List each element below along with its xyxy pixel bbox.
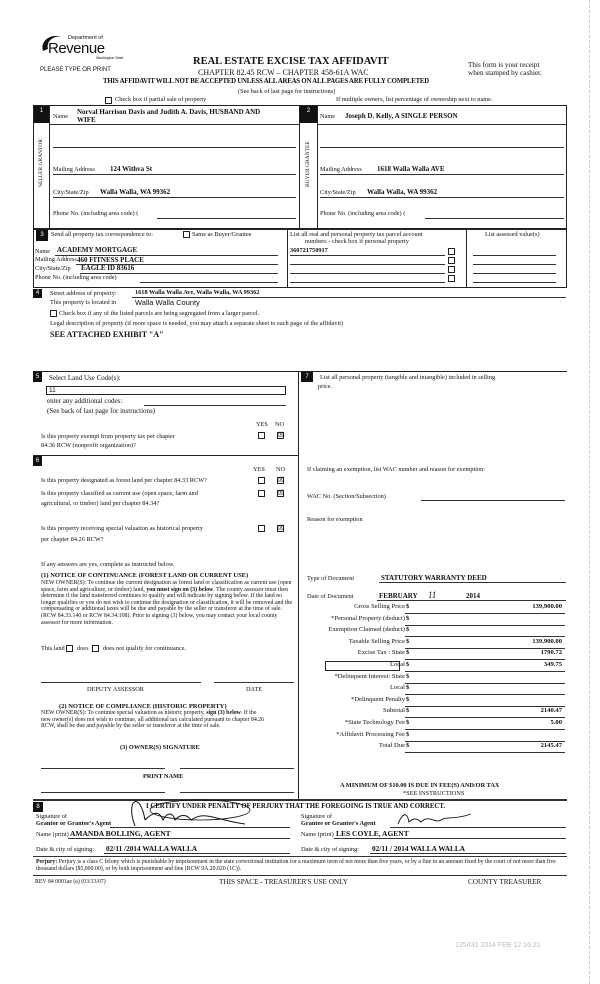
- send-correspondence-label: Send all property tax correspondence to:: [51, 231, 153, 238]
- section-6-number: 6: [33, 456, 42, 466]
- doc-date-year[interactable]: 2014: [466, 592, 480, 600]
- wac-field[interactable]: [421, 500, 565, 501]
- doc-type-label: Type of Document: [307, 575, 355, 582]
- same-as-buyer-label: Same as Buyer/Grantee: [192, 231, 252, 238]
- land-use-code-input[interactable]: [46, 386, 286, 395]
- seller-mail-label: Mailing Address: [53, 166, 95, 173]
- sec3-phone-field[interactable]: [140, 282, 278, 283]
- dollar-sign: $: [406, 707, 410, 715]
- sec3-city[interactable]: EAGLE ID 83616: [81, 264, 135, 272]
- doc-date-month[interactable]: FEBRUARY: [379, 592, 418, 600]
- tax-row: [305, 731, 565, 742]
- yes-header: YES: [253, 466, 265, 473]
- located-label: This property is located in: [50, 299, 117, 306]
- doc-date-day[interactable]: 11: [428, 590, 437, 600]
- dollar-sign: $: [406, 649, 410, 657]
- please-type: PLEASE TYPE OR PRINT: [40, 67, 111, 73]
- dollar-sign: $: [406, 742, 410, 750]
- does-not-qualify-checkbox[interactable]: [92, 645, 99, 652]
- dollar-sign: $: [406, 719, 410, 726]
- no-header: NO: [276, 466, 286, 473]
- sec3-name[interactable]: ACADEMY MORTGAGE: [57, 246, 138, 254]
- personal-property-list-label: List all personal property (tangible and intangible) included in selling: [320, 374, 496, 381]
- tax-row: [305, 696, 565, 707]
- dollar-sign: $: [406, 695, 410, 703]
- notice-continuance-title: (1) NOTICE OF CONTINUANCE (FOREST LAND OR CURRENT USE): [41, 572, 249, 579]
- same-as-buyer-checkbox[interactable]: [183, 231, 190, 238]
- personal-property-checkbox[interactable]: [448, 257, 455, 264]
- see-instructions: *SEE INSTRUCTIONS: [403, 790, 465, 797]
- doc-type[interactable]: STATUTORY WARRANTY DEED: [381, 574, 487, 582]
- deputy-assessor-label: DEPUTY ASSESSOR: [87, 686, 144, 693]
- tax-row-label: Local: [389, 661, 405, 668]
- dollar-sign: $: [406, 684, 410, 692]
- sec3-name-label: Name: [35, 248, 51, 255]
- owner-signature-line[interactable]: [180, 768, 294, 769]
- buyer-grantee-label: BUYER GRANTEE: [305, 141, 311, 187]
- grantee-signature[interactable]: [395, 808, 475, 828]
- seller-phone-field[interactable]: [157, 218, 296, 219]
- tax-row-value[interactable]: 349.75: [543, 661, 562, 668]
- segregated-label: Check box if any of the listed parcels are being segregated from a larger parcel.: [59, 310, 260, 317]
- dollar-sign: $: [406, 614, 410, 622]
- multiple-owners-note: If multiple owners, list percentage of ownership next to name.: [336, 96, 493, 103]
- grantor-date[interactable]: 02/11 /2014 WALLA WALLA: [106, 844, 198, 853]
- assessed-value-field[interactable]: [473, 264, 556, 265]
- county[interactable]: Walla Walla County: [135, 298, 200, 307]
- assessed-value-field[interactable]: [473, 273, 556, 274]
- date-line[interactable]: [214, 682, 294, 683]
- sec3-city-label: City/State/Zip: [35, 265, 71, 272]
- buyer-city-label: City/State/Zip: [320, 189, 356, 196]
- logo-state: Washington State: [96, 56, 124, 60]
- additional-codes-field[interactable]: [144, 405, 286, 406]
- buyer-mail[interactable]: 1618 Walla Walla AVE: [377, 165, 445, 173]
- tax-row: [305, 673, 565, 684]
- assessed-header: List assessed value(s): [485, 231, 540, 238]
- partial-sale-checkbox[interactable]: [105, 97, 112, 104]
- personal-property-checkbox[interactable]: [448, 248, 455, 255]
- tax-row: [305, 742, 565, 753]
- form-title: REAL ESTATE EXCISE TAX AFFIDAVIT: [193, 56, 389, 67]
- logo-dept: Department of: [68, 35, 103, 41]
- tax-row: [305, 684, 565, 695]
- owner-signature-line[interactable]: [41, 768, 165, 769]
- current-use-question-2: agricultural, or timber) land per chapter 84.34?: [41, 500, 160, 507]
- tax-row: [305, 626, 565, 637]
- tax-row-label: Excise Tax : State: [357, 649, 405, 657]
- dollar-sign: $: [406, 603, 410, 610]
- print-name-label: PRINT NAME: [143, 773, 184, 780]
- sec3-mail[interactable]: 460 FITNESS PLACE: [77, 256, 144, 264]
- tax-row-label: Total Due: [378, 742, 405, 750]
- logo-revenue: Revenue: [48, 40, 105, 57]
- tax-row-label: Taxable Selling Price: [348, 637, 405, 645]
- exemption-label: If claiming an exemption, list WAC number and reason for exemption:: [307, 466, 486, 473]
- local-rate-box[interactable]: [325, 661, 400, 671]
- section-5-number: 5: [33, 372, 42, 382]
- form-revision: REV 84 0001ae (a) (03/13/07): [35, 879, 106, 885]
- tax-row: [305, 719, 565, 730]
- grantee-date-label: Date & city of signing:: [301, 846, 360, 853]
- certify-statement: I CERTIFY UNDER PENALTY OF PERJURY THAT THE FOREGOING IS TRUE AND CORRECT.: [146, 803, 446, 810]
- grantor-agent-label: Grantor or Grantor's Agent: [36, 820, 112, 827]
- perjury-notice: Perjury: Perjury is a class C felony which is punishable by imprisonment in the state correctional institution for a maximum term of not more than five years, or by a fine in an amount fixed by the court of not more than five thousand dollars ($5,000.00), or by both imprisonment and fine (RCW 9A.20.020 (1C)).: [36, 859, 556, 872]
- sec5-see-back: (See back of last page for instructions): [47, 407, 156, 415]
- parcel-number[interactable]: 360721750917: [290, 247, 328, 254]
- tax-row-label: Subtotal: [383, 707, 405, 715]
- section-1-number: 1: [34, 106, 49, 123]
- sec3-mail-label: Mailing Address: [35, 256, 77, 263]
- seller-name-label: Name: [53, 113, 69, 120]
- tax-row-label: *Delinquent Penalty: [350, 695, 405, 703]
- treasurer-space-label: THIS SPACE - TREASURER'S USE ONLY: [219, 878, 348, 886]
- doc-date-label: Date of Document: [307, 593, 354, 600]
- dollar-sign: $: [406, 661, 410, 668]
- grantor-name[interactable]: AMANDA BOLLING, AGENT: [70, 829, 171, 838]
- tax-row-label: *State Technology Fee: [344, 719, 405, 726]
- grantor-sig-label: Signature of: [36, 813, 67, 820]
- buyer-name-label: Name: [320, 113, 336, 120]
- reason-label: Reason for exemption: [307, 516, 363, 523]
- tax-row-value[interactable]: 139,900.00: [532, 603, 562, 610]
- dollar-sign: $: [406, 672, 410, 680]
- personal-property-list-label-2: price.: [318, 383, 333, 390]
- form-chapter: CHAPTER 82.45 RCW – CHAPTER 458-61A WAC: [198, 68, 369, 77]
- partial-sale-label: Check box if partial sale of property: [115, 96, 207, 103]
- seller-name-2[interactable]: WIFE: [77, 116, 96, 124]
- historic-yes-checkbox[interactable]: [258, 525, 265, 532]
- tax-row-label: *Affidavit Processing Fee: [336, 730, 405, 738]
- grantor-date-label: Date & city of signing:: [36, 846, 95, 853]
- street-label: Street address of property:: [50, 290, 117, 297]
- tax-row-value[interactable]: 2140.47: [540, 707, 562, 715]
- grantee-name[interactable]: LES COYLE, AGENT: [336, 829, 409, 838]
- does-qualify-checkbox[interactable]: [66, 645, 73, 652]
- legal-description[interactable]: SEE ATTACHED EXHIBIT "A": [50, 330, 164, 339]
- section-8-number: 8: [33, 802, 43, 812]
- grantee-name-label: Name (print): [301, 831, 334, 838]
- grantee-agent-label: Grantee or Grantee's Agent: [301, 820, 376, 827]
- notice-compliance-title: (2) NOTICE OF COMPLIANCE (HISTORIC PROPERTY): [59, 703, 227, 710]
- grantor-signature[interactable]: [105, 790, 255, 830]
- tax-row: [305, 615, 565, 626]
- seller-phone-label: Phone No. (including area code) (: [53, 210, 139, 217]
- form-warning: THIS AFFIDAVIT WILL NOT BE ACCEPTED UNLESS ALL AREAS ON ALL PAGES ARE FULLY COMPLETED: [103, 78, 429, 85]
- legal-label: Legal description of property (if more space is needed, you may attach a separate sheet to each page of the affidavit): [50, 320, 344, 327]
- historic-question-1: Is this property receiving special valuation as historical property: [41, 525, 203, 532]
- grantee-sig-label: Signature of: [301, 813, 332, 820]
- seller-grantor-label: SELLER GRANTOR: [38, 138, 44, 187]
- additional-codes-label: enter any additional codes:: [47, 397, 123, 405]
- historic-no-checkbox[interactable]: ☒: [278, 524, 285, 532]
- notice-continuance-text: NEW OWNER(S): To continue the current designation as forest land or classification as current use (open space, farm and agriculture, or timber) land, you must sign on (3) below. The county assessor must then determine if the land transferred continues to qualify and will indicate by signing below. If the land no longer qualifies or you do not wish to continue the designation or classification, it will be removed and the compensating or additional taxes will be due and payable by the seller or transferor at the time of sale. (RCW 84.33.140 or RCW 84.34.108). Prior to signing (3) below, you may contact your local county assessor for more information.: [41, 580, 293, 626]
- dollar-sign: $: [406, 730, 410, 738]
- buyer-city[interactable]: Walla Walla, WA 99362: [367, 188, 438, 196]
- tax-row-label: Exemption Claimed (deduct): [328, 626, 405, 634]
- tax-row: [305, 707, 565, 718]
- buyer-phone-field[interactable]: [425, 218, 564, 219]
- historic-question-2: per chapter 84.26 RCW?: [41, 536, 104, 543]
- grantee-date[interactable]: 02/11 / 2014 WALLA WALLA: [372, 844, 465, 853]
- receipt-note-2: when stamped by cashier.: [468, 69, 542, 77]
- seller-name-1[interactable]: Norval Harrison Davis and Judith A. Davis, HUSBAND AND: [77, 108, 261, 116]
- section-4-number: 4: [33, 289, 42, 298]
- county-treasurer-label: COUNTY TREASURER: [468, 878, 542, 886]
- tax-row-label: *Personal Property (deduct): [331, 614, 405, 622]
- dollar-sign: $: [406, 637, 410, 645]
- segregated-checkbox[interactable]: [50, 310, 57, 317]
- tax-row-value[interactable]: 139,900.00: [532, 637, 562, 645]
- grantor-name-label: Name (print): [36, 831, 69, 838]
- current-use-yes-checkbox[interactable]: [258, 490, 265, 497]
- recording-stamp: 125431 2014 FEB 12 16:21: [455, 942, 541, 949]
- see-back: (See back of last page for instructions): [238, 88, 336, 95]
- nonprofit-no-checkbox[interactable]: ☒: [278, 431, 285, 439]
- deputy-assessor-line[interactable]: [41, 682, 201, 683]
- current-use-question-1: Is this property classified as current use (open space, farm and: [41, 490, 198, 497]
- buyer-phone-label: Phone No. (including area code) (: [320, 210, 406, 217]
- personal-property-checkbox[interactable]: [448, 275, 455, 282]
- seller-mail[interactable]: 124 Withva St: [110, 165, 153, 173]
- tax-row-label: *Delinquent Interest: State: [334, 672, 405, 680]
- seller-city-label: City/State/Zip: [53, 189, 89, 196]
- tax-row: [305, 649, 565, 660]
- forest-yes-checkbox[interactable]: [258, 477, 265, 484]
- tax-row-value[interactable]: 5.00: [550, 719, 562, 726]
- forest-no-checkbox[interactable]: ☒: [278, 476, 285, 484]
- notice-compliance-text: NEW OWNER(S): To continue special valuation as historic property, sign (3) below. If the new owner(s) does not wish to continue, all additional tax calculated pursuant to chapter 84.26 RCW, shall be due and payable by the seller or transferor at the time of sale.: [41, 710, 265, 730]
- tax-row-value[interactable]: 1790.72: [540, 649, 562, 657]
- owner-signature-title: (3) OWNER(S) SIGNATURE: [120, 744, 200, 751]
- date-label: DATE: [246, 686, 263, 693]
- land-use-code: 11: [49, 387, 56, 394]
- parcel-header-1: List all real and personal property tax parcel account: [290, 231, 423, 238]
- tax-row: [305, 638, 565, 649]
- does-not-label: does not qualify for continuance.: [103, 645, 187, 652]
- current-use-no-checkbox[interactable]: ☒: [278, 489, 285, 497]
- tax-row: [305, 603, 565, 614]
- dollar-sign: $: [406, 626, 410, 634]
- if-yes-note: If any answers are yes, complete as instructed below.: [41, 561, 175, 568]
- minimum-due-note: A MINIMUM OF $10.00 IS DUE IN FEE(S) AND/OR TAX: [340, 782, 500, 789]
- does-label: does: [77, 645, 89, 652]
- tax-row-label: Gross Selling Price: [354, 603, 405, 610]
- sec3-phone-label: Phone No. (including area code): [35, 274, 117, 281]
- section-7-number: 7: [301, 372, 313, 382]
- receipt-note-1: This form is your receipt: [468, 61, 540, 69]
- no-header: NO: [275, 421, 285, 428]
- buyer-name[interactable]: Joseph D. Kelly, A SINGLE PERSON: [345, 112, 458, 120]
- seller-city[interactable]: Walla Walla, WA 99362: [100, 188, 171, 196]
- nonprofit-question-1: Is this property exempt from property tax per chapter: [41, 433, 175, 440]
- street-address[interactable]: 1618 Walla Walla Ave, Walla Walla, WA 99362: [135, 289, 260, 296]
- this-land-label: This land: [41, 645, 65, 652]
- yes-header: YES: [256, 421, 268, 428]
- nonprofit-question-2: 84.36 RCW (nonprofit organization)?: [41, 442, 136, 449]
- assessed-value-field[interactable]: [473, 282, 556, 283]
- parcel-header-2: numbers - check box if personal property: [305, 238, 409, 245]
- personal-property-checkbox[interactable]: [448, 266, 455, 273]
- buyer-mail-label: Mailing Address: [320, 166, 362, 173]
- section-3-number: 3: [36, 230, 48, 241]
- tax-row-value[interactable]: 2145.47: [540, 742, 562, 750]
- tax-row-label: Local: [389, 684, 405, 692]
- assessed-value-field[interactable]: [473, 255, 556, 256]
- nonprofit-yes-checkbox[interactable]: [258, 432, 265, 439]
- select-land-use: Select Land Use Code(s):: [49, 374, 121, 382]
- section-2-number: 2: [300, 106, 317, 123]
- forest-question: Is this property designated as forest land per chapter 84.33 RCW?: [41, 477, 207, 484]
- wac-label: WAC No. (Section/Subsection): [307, 493, 386, 500]
